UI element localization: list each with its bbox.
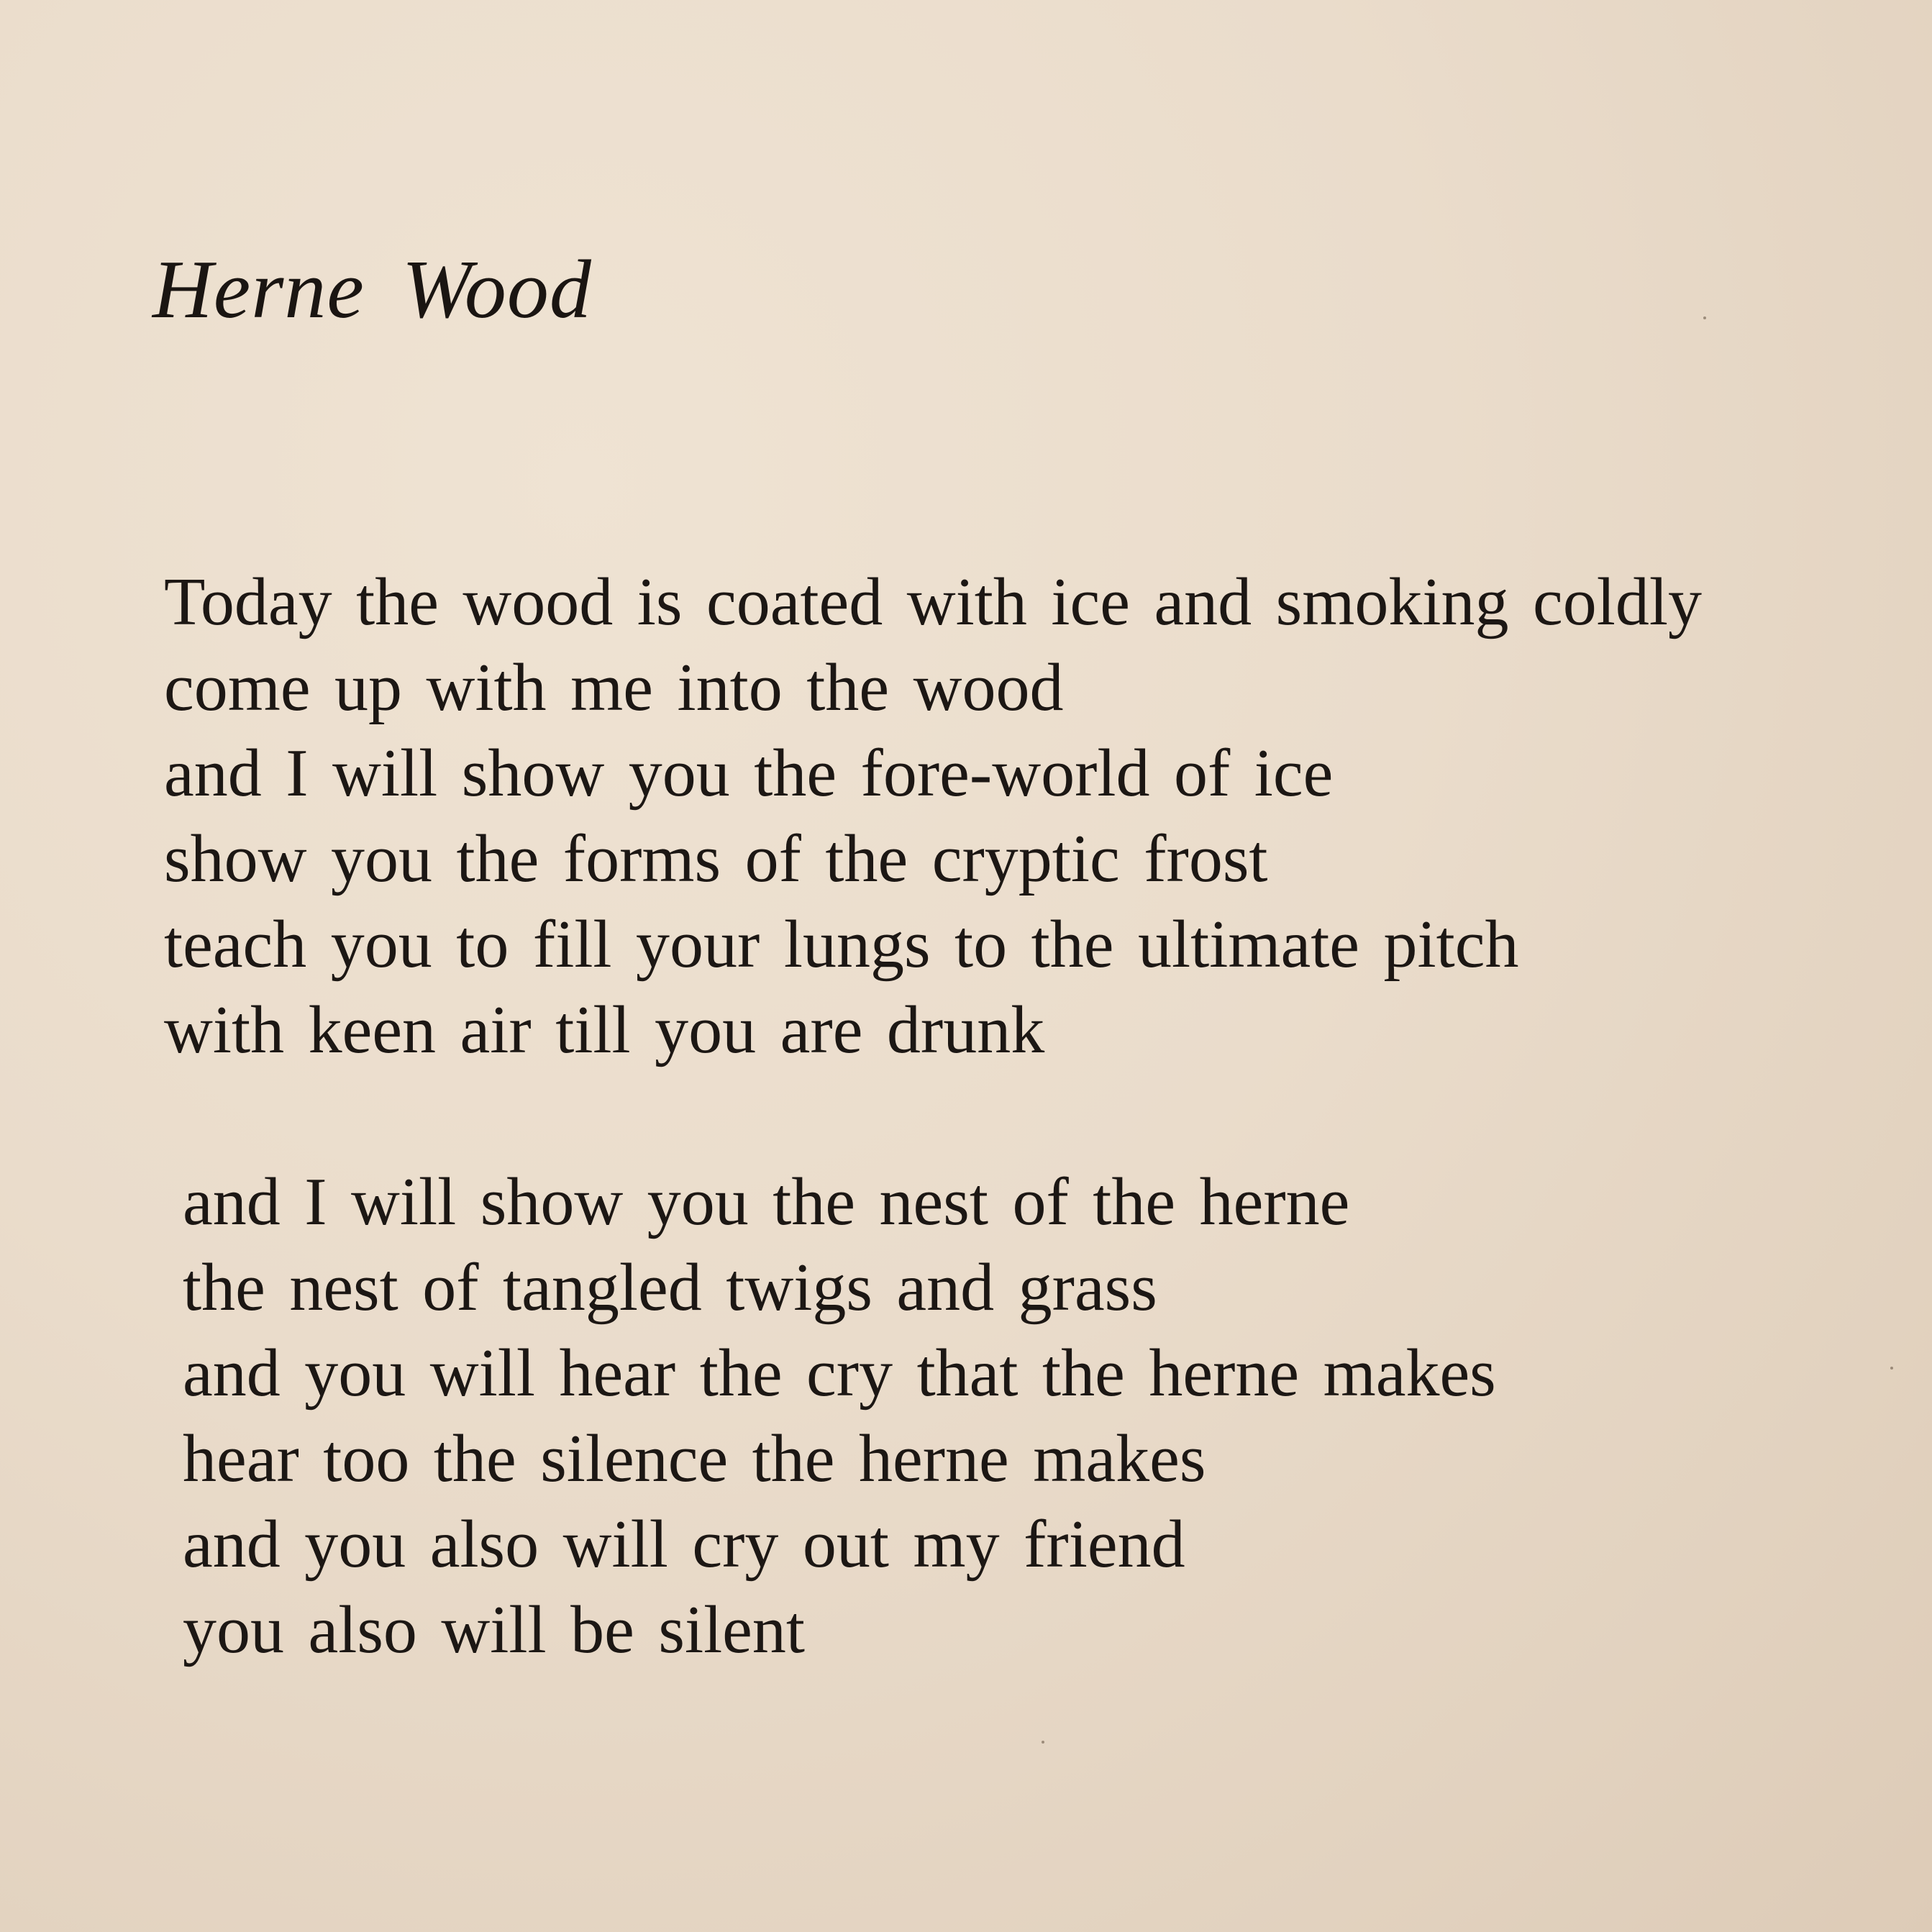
poem-line: and I will show you the nest of the herne	[183, 1165, 1350, 1239]
poem-line: you also will be silent	[183, 1592, 806, 1667]
stanza-1	[164, 560, 1862, 1073]
poem-line: and I will show you the fore-world of ice	[164, 736, 1334, 811]
poem-line: come up with me into the wood	[164, 650, 1064, 725]
poem-line: and you also will cry out my friend	[183, 1507, 1185, 1582]
poem-line: the nest of tangled twigs and grass	[183, 1250, 1157, 1325]
paper-speck	[1042, 1741, 1044, 1744]
poem-body	[164, 560, 1862, 1673]
poem-line: show you the forms of the cryptic frost	[164, 821, 1268, 896]
poem-line: Today the wood is coated with ice and smoking coldly	[164, 565, 1702, 639]
poem-line: hear too the silence the herne makes	[183, 1421, 1206, 1496]
poem-title: Herne Wood	[152, 244, 592, 336]
paper-speck	[1703, 316, 1706, 319]
paper-speck	[1890, 1367, 1893, 1370]
poem-line: with keen air till you are drunk	[164, 993, 1045, 1067]
poem-line: and you will hear the cry that the herne makes	[183, 1336, 1496, 1411]
poem-line: teach you to fill your lungs to the ultimate pitch	[164, 907, 1519, 982]
stanza-2	[164, 1159, 1862, 1673]
